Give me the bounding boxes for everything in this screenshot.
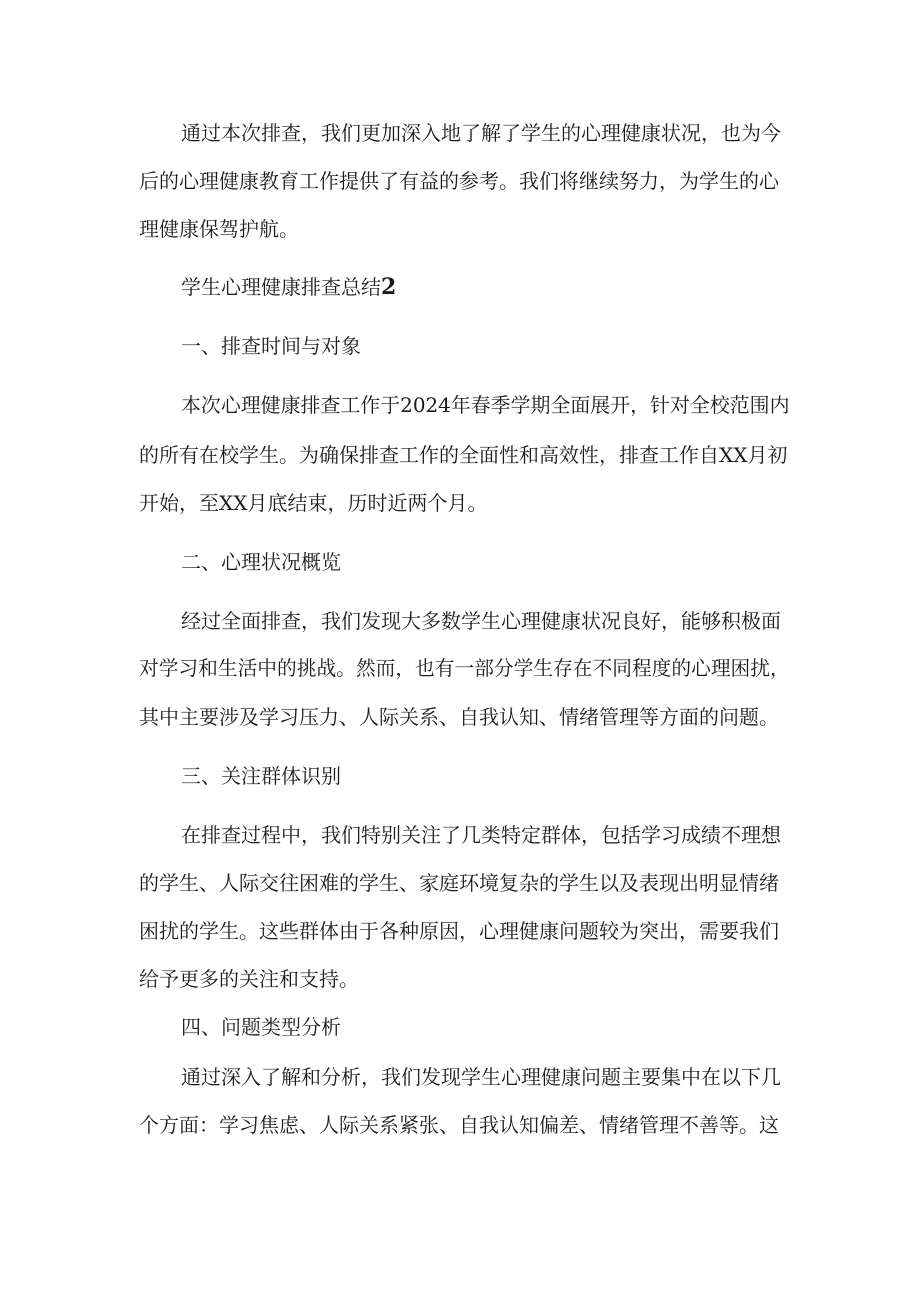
paragraph-1-line-1: 本次心理健康排查工作于2024年春季学期全面展开，针对全校范围内 (181, 394, 790, 417)
paragraph-2-line-3: 其中主要涉及学习压力、人际关系、自我认知、情绪管理等方面的问题。 (139, 705, 779, 729)
section-title (181, 275, 396, 299)
paragraph-3-line-2: 的学生、人际交往困难的学生、家庭环境复杂的学生以及表现出明显情绪 (139, 871, 779, 895)
intro-paragraph-line-2: 后的心理健康教育工作提供了有益的参考。我们将继续努力，为学生的心 (139, 169, 779, 193)
section-title-number: 2 (381, 274, 397, 300)
section-title-text: 学生心理健康排查总结 (181, 275, 381, 299)
paragraph-2-line-1: 经过全面排查，我们发现大多数学生心理健康状况良好，能够积极面 (181, 609, 781, 633)
paragraph-4-line-2: 个方面：学习焦虑、人际关系紧张、自我认知偏差、情绪管理不善等。这 (139, 1113, 779, 1137)
heading-3: 三、关注群体识别 (181, 764, 341, 788)
paragraph-4-line-1: 通过深入了解和分析，我们发现学生心理健康问题主要集中在以下几 (181, 1065, 781, 1089)
intro-paragraph-line-1: 通过本次排查，我们更加深入地了解了学生的心理健康状况，也为今 (181, 121, 781, 145)
paragraph-3-line-1: 在排查过程中，我们特别关注了几类特定群体，包括学习成绩不理想 (181, 823, 781, 847)
paragraph-1-line-2: 的所有在校学生。为确保排查工作的全面性和高效性，排查工作自XX月初 (139, 443, 788, 467)
paragraph-2-line-2: 对学习和生活中的挑战。然而，也有一部分学生存在不同程度的心理困扰， (139, 657, 790, 680)
heading-1: 一、排查时间与对象 (181, 334, 361, 358)
intro-paragraph-line-3: 理健康保驾护航。 (139, 217, 299, 241)
heading-2: 二、心理状况概览 (181, 550, 341, 574)
paragraph-1-line-3: 开始，至XX月底结束，历时近两个月。 (139, 491, 488, 515)
paragraph-3-line-4: 给予更多的关注和支持。 (139, 967, 359, 991)
heading-4: 四、问题类型分析 (181, 1015, 341, 1039)
paragraph-3-line-3: 困扰的学生。这些群体由于各种原因，心理健康问题较为突出，需要我们 (139, 919, 779, 943)
